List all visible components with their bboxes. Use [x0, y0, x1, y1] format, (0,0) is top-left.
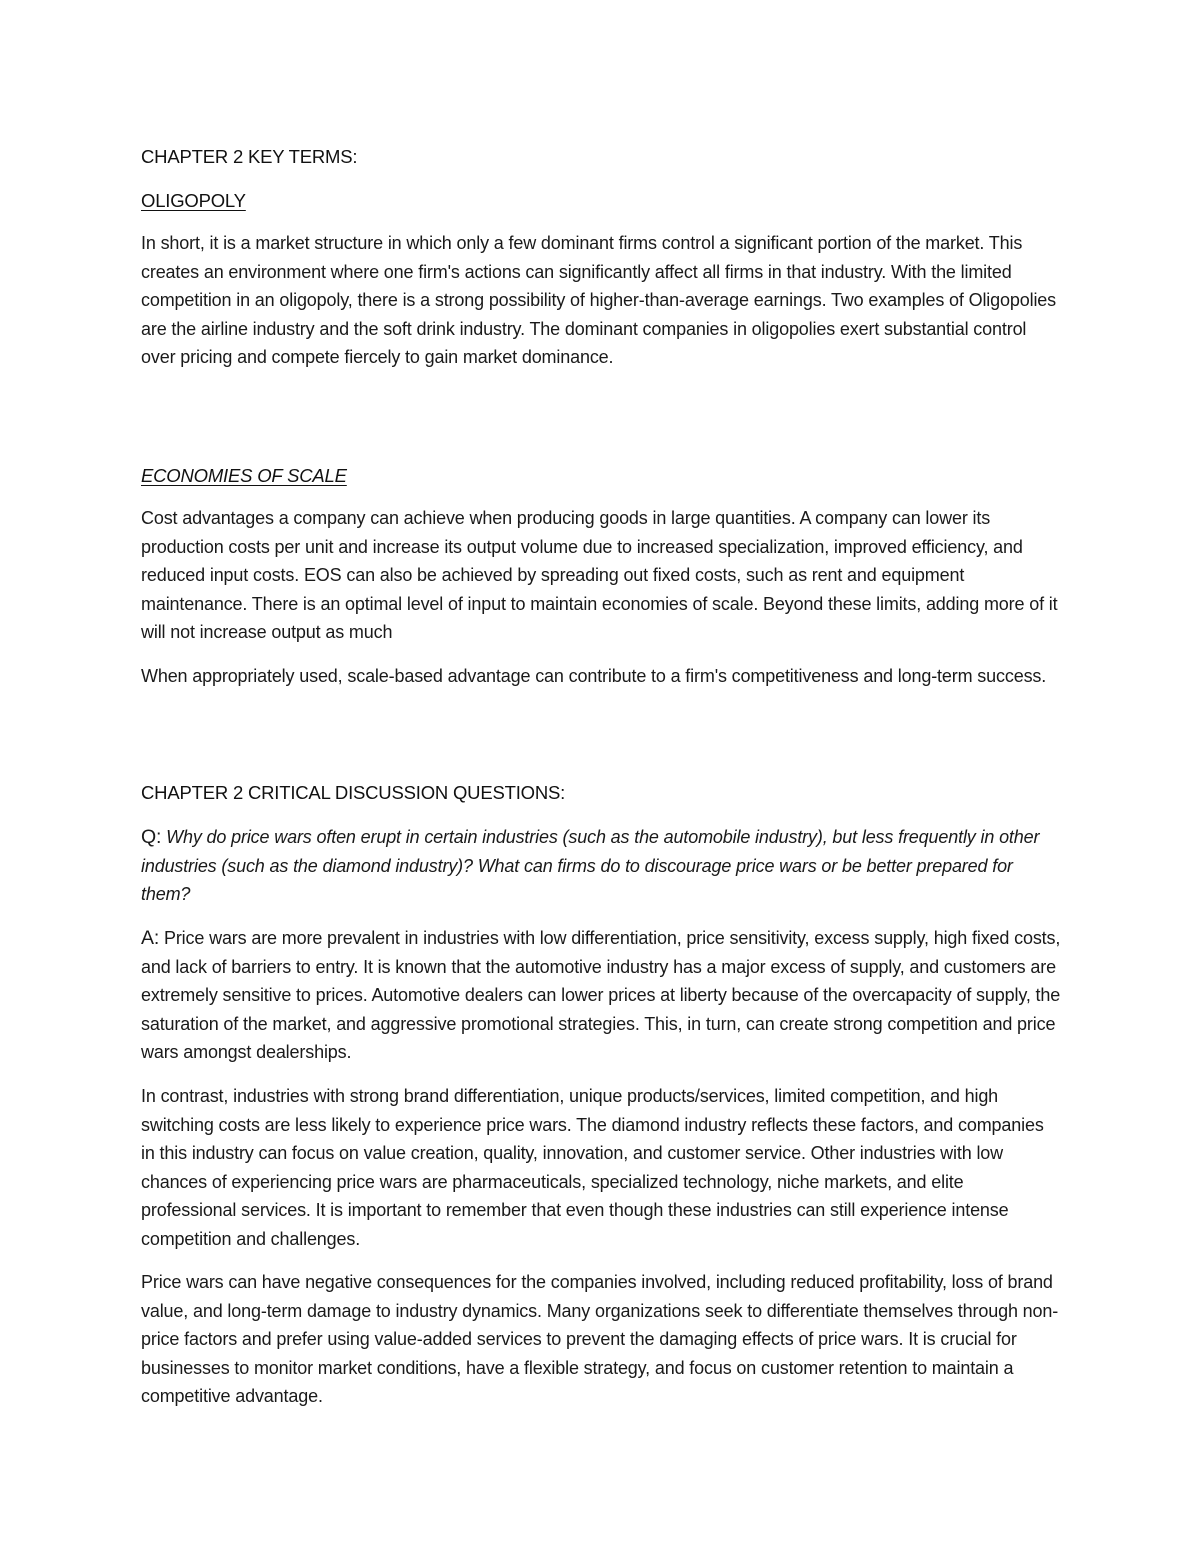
term-title-economies-of-scale: ECONOMIES OF SCALE — [141, 465, 347, 486]
answer-text: Price wars are more prevalent in industries with low differentiation, price sensitivity, excess supply, high fixed costs, and lack of barriers to entry. It is known that the automotive industry has a major excess of supply, and customers are extremely sensitive to prices. Automotive dealers can lower prices at liberty because of the overcapacity of supply, the saturation of the market, and aggressive promotional strategies. This, in turn, can create strong competition and price wars amongst dealerships. — [141, 928, 1061, 1063]
answer-paragraph-3: Price wars can have negative consequences for the companies involved, including reduced profitability, loss of brand value, and long-term damage to industry dynamics. Many organizations seek to differentiate themselves through non-price factors and prefer using value-added services to prevent the damaging effects of price wars. It is crucial for businesses to monitor market conditions, have a flexible strategy, and focus on customer retention to maintain a competitive advantage. — [141, 1272, 1059, 1407]
answer-paragraph-1 — [141, 924, 1061, 1067]
key-terms-heading: CHAPTER 2 KEY TERMS: — [141, 146, 358, 167]
discussion-questions-heading: CHAPTER 2 CRITICAL DISCUSSION QUESTIONS: — [141, 782, 566, 803]
discussion-question — [141, 823, 1061, 909]
oligopoly-definition: In short, it is a market structure in which only a few dominant firms control a significant portion of the market. This creates an environment where one firm's actions can significantly affect all firms in that industry. With the limited competition in an oligopoly, there is a strong possibility of higher-than-average earnings. Two examples of Oligopolies are the airline industry and the soft drink industry. The dominant companies in oligopolies exert substantial control over pricing and compete fiercely to gain market dominance. — [141, 233, 1057, 368]
economies-of-scale-definition: Cost advantages a company can achieve when producing goods in large quantities. A company can lower its production costs per unit and increase its output volume due to increased specialization, improved efficiency, and reduced input costs. EOS can also be achieved by spreading out fixed costs, such as rent and equipment maintenance. There is an optimal level of input to maintain economies of scale. Beyond these limits, adding more of it will not increase output as much — [141, 508, 1058, 643]
question-text: Why do price wars often erupt in certain industries (such as the automobile industry), but less frequently in other industries (such as the diamond industry)? What can firms do to discourage price wars or be better prepared for them? — [141, 827, 1040, 905]
economies-of-scale-note: When appropriately used, scale-based advantage can contribute to a firm's competitiveness and long-term success. — [141, 666, 1047, 686]
answer-paragraph-2: In contrast, industries with strong brand differentiation, unique products/services, limited competition, and high switching costs are less likely to experience price wars. The diamond industry reflects these factors, and companies in this industry can focus on value creation, quality, innovation, and customer service. Other industries with low chances of experiencing price wars are pharmaceuticals, specialized technology, niche markets, and elite professional services. It is important to remember that even though these industries can still experience intense competition and challenges. — [141, 1086, 1044, 1249]
answer-label: A: — [141, 927, 160, 949]
term-title-oligopoly: OLIGOPOLY — [141, 190, 246, 211]
question-label: Q: — [141, 826, 162, 848]
